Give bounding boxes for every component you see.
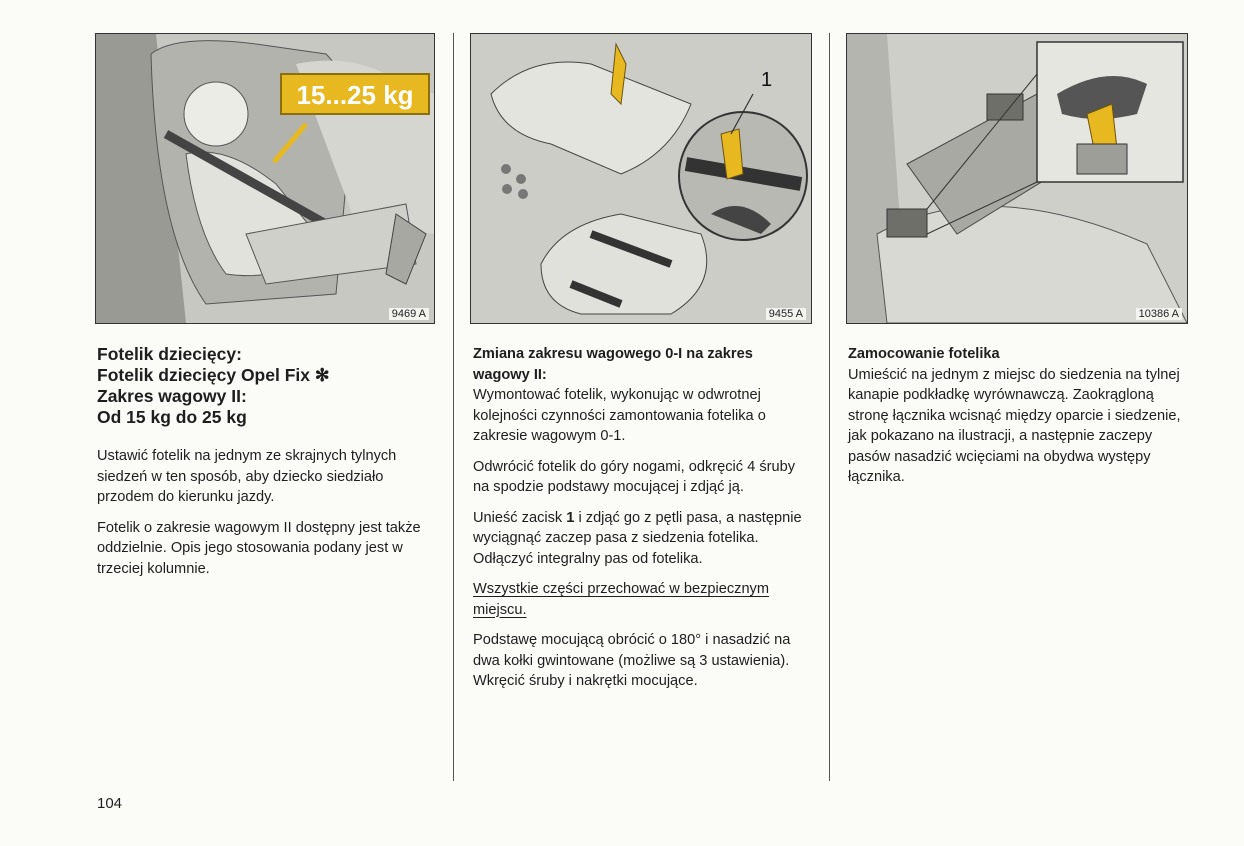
section-heading: Zamocowanie fotelika [848, 346, 1000, 362]
paragraph: Unieść zacisk 1 i zdjąć go z pętli pasa, a następnie wyciągnąć zaczep pasa z siedzenia fotelika. Odłączyć integralny pas od fotelika. [473, 509, 802, 567]
part-number: 1 [566, 509, 575, 526]
figure-child-seat [95, 33, 435, 324]
page-number: 104 [97, 795, 123, 812]
figure-number: 9469 A [389, 308, 429, 320]
weight-callout: 15...25 kg [296, 80, 414, 110]
section-heading: Zmiana zakresu wagowego 0-I na zakres wagowy II: [473, 346, 753, 383]
column-2 [473, 344, 813, 702]
column-1 [97, 344, 442, 589]
column-divider [829, 33, 830, 781]
figure-number: 10386 A [1136, 308, 1182, 320]
warning-paragraph: Wszystkie części przechować w bezpiecznym miejscu. [473, 581, 770, 618]
section-heading: Fotelik dziecięcy: Fotelik dziecięcy Opel Fix ✻ Zakres wagowy II: Od 15 kg do 25 kg [97, 344, 330, 427]
part-callout-1: 1 [761, 69, 773, 91]
paragraph: Odwrócić fotelik do góry nogami, odkręcić 4 śruby na spodzie podstawy mocującej i zdjąć ją. [473, 458, 796, 495]
paragraph: Wymontować fotelik, wykonując w odwrotnej kolejności czynności zamontowania fotelika o zakresie wagowym 0-1. [473, 387, 766, 444]
paragraph: Fotelik o zakresie wagowym II dostępny jest także oddzielnie. Opis jego stosowania podany jest w trzeciej kolumnie. [97, 519, 421, 577]
paragraph: Podstawę mocującą obrócić o 180° i nasadzić na dwa kołki gwintowane (możliwe są 3 ustawienia). Wkręcić śruby i nakrętki mocujące. [473, 632, 791, 689]
figure-connector [846, 33, 1188, 324]
figure-number: 9455 A [766, 308, 806, 320]
column-divider [453, 33, 454, 781]
paragraph: Umieścić na jednym z miejsc do siedzenia na tylnej kanapie podkładkę wyrównawczą. Zaokrągloną stronę łącznika wcisnąć między oparcie i siedzenie, jak pokazano na ilustracji, a następnie zaczepy pasów nasadzić wcięciami na obydwa występy łącznika. [848, 366, 1181, 485]
figure-seat-base [470, 33, 812, 324]
column-3 [848, 344, 1193, 498]
paragraph: Ustawić fotelik na jednym ze skrajnych tylnych siedzeń w ten sposób, aby dziecko siedziało przodem do kierunku jazdy. [97, 448, 397, 505]
